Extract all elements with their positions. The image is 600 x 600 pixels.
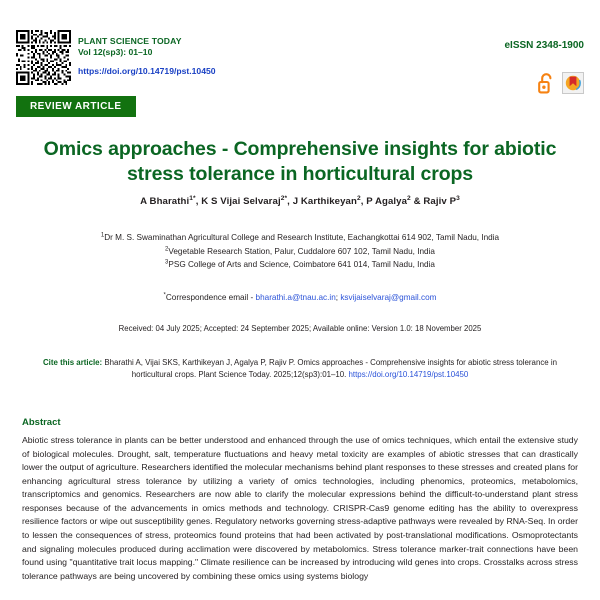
- cite-label: Cite this article:: [42, 358, 103, 367]
- author-list: A Bharathi$^{1*}$, K S Vijai Selvaraj$^{2*}$, J Karthikeyan$^2$, P Agalya$^2$ & Rajiv $P^3$: [140, 194, 460, 207]
- cite-doi-link[interactable]: https://doi.org/10.14719/pst.10450: [348, 369, 469, 379]
- crossmark-badge-icon[interactable]: [562, 72, 584, 94]
- badge-row: [538, 72, 584, 94]
- affiliation-item: $^1$Dr M. S. Swaminathan Agricultural College and Research Institute, Eachangkottai 614 902, Tamil Nadu, India: [100, 232, 500, 242]
- masthead: [16, 28, 584, 120]
- affiliation-item: $^3$PSG College of Arts and Science, Coimbatore 641 014, Tamil Nadu, India: [165, 259, 435, 270]
- correspondence-email-link[interactable]: bharathi.a@tnau.ac.in: [255, 293, 336, 302]
- article-type-badge: REVIEW ARTICLE: [16, 96, 136, 117]
- journal-doi-link[interactable]: https://doi.org/10.14719/pst.10450: [78, 65, 216, 76]
- affiliation-marker: 2: [165, 245, 169, 252]
- citation-block: Cite this article: Bharathi A, Vijai SKS, Karthikeyan J, Agalya P, Rajiv P. Omics approaches - Comprehensive insights for abiotic stress tolerance in horticultural crops. Plant Science Today. 2025;12(sp3):01–10. https://doi.org/10.14719/pst.10450: [42, 358, 557, 379]
- qr-code-icon[interactable]: [16, 30, 71, 85]
- journal-volume: Vol 12(sp3): 01–10: [78, 47, 153, 58]
- affiliation-marker: 1: [100, 232, 105, 239]
- page-title: Omics approaches - Comprehensive insights for abiotic stress tolerance in horticultural crops: [43, 138, 557, 186]
- open-access-lock-icon[interactable]: [538, 72, 555, 94]
- affiliation-item: $^2$Vegetable Research Station, Palur, Cuddalore 607 102, Tamil Nadu, India: [165, 245, 435, 256]
- correspondence-email-link[interactable]: ksvijaiselvaraj@gmail.com: [340, 293, 437, 302]
- affiliation-marker: 3: [165, 259, 169, 266]
- journal-info: [78, 36, 216, 80]
- abstract-text: Abiotic stress tolerance in plants can be better understood and enhanced through the use of omics techniques, which entail the extensive study of biological molecules. Drought, salt, temperature fluctuations and heavy metal toxicity are examples of abiotic stresses that can drastically lower the output of agriculture. Researchers identified the molecular mechanisms behind plant responses to these stresses and created plans for enhancing agricultural stress tolerance by utilizing a variety of omics technologies, including phenomics, proteomics, metabolomics, transcriptomics and genomics. Researchers are now able to clarify the molecular expressions behind the difficult-to-understand plant stress responses because of the advancements in omics methods and technology. CRISPR-Cas9 genome editing has the ability to overexpress resilience factors or wipe out susceptibility genes. Regulatory networks governing stress-adaptive pathways were revealed by RNA-Seq. In order to lessen the consequences of stress, proteomics found proteins that had been activated by post-translational modifications. Osmoprotectants and signaling molecules produced during acclimation were discovered by metabolomics. Stress tolerance marker-trait connections have been found using "quantitative trait locus mapping." Climate resilience can be increased by introducing wild genes into crops. Crosstalks across stress tolerance pathways are being uncovered by combining these omics using systems biology: [22, 435, 578, 581]
- eissn-label: eISSN 2348-1900: [504, 40, 584, 51]
- publication-dates: Received: 04 July 2025; Accepted: 24 September 2025; Available online: Version 1.0: 18 November 2025: [118, 324, 482, 333]
- journal-name: PLANT SCIENCE TODAY: [78, 36, 182, 46]
- affiliation-list: [30, 231, 570, 272]
- correspondence-line: *Correspondence email - bharathi.a@tnau.ac.in; ksvijaiselvaraj@gmail.com: [163, 292, 437, 302]
- abstract-heading: Abstract: [22, 417, 61, 428]
- correspondence-marker: *: [163, 292, 166, 299]
